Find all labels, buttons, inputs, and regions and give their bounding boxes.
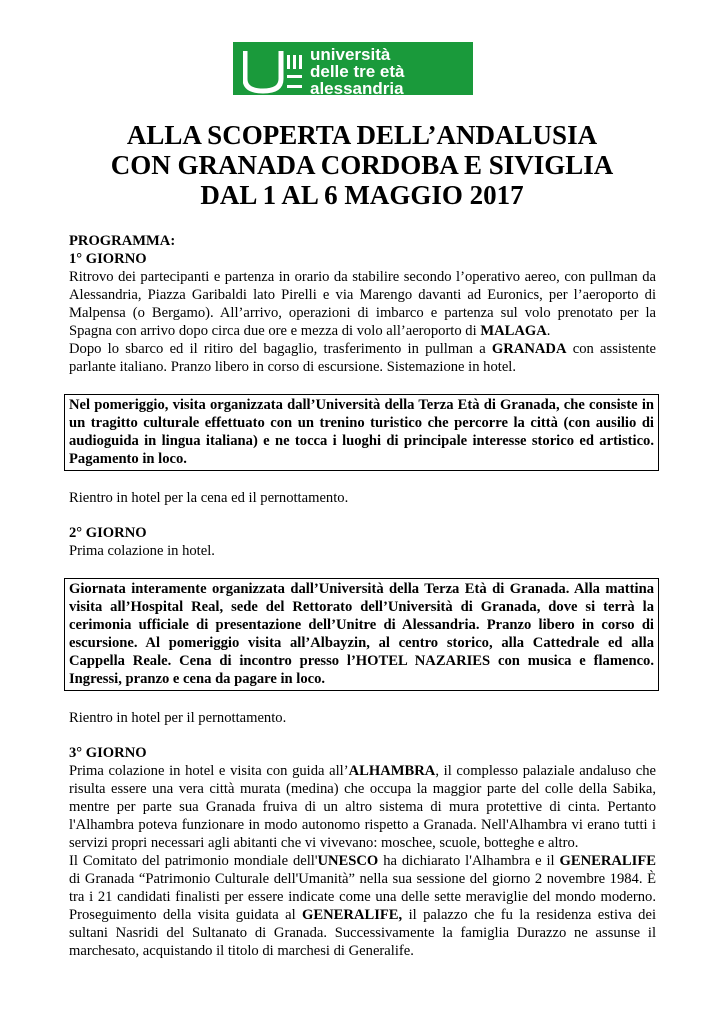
day2-closing: Rientro in hotel per il pernottamento. xyxy=(69,710,287,726)
title-line-1: ALLA SCOPERTA DELL’ANDALUSIA xyxy=(126,120,598,150)
logo-line-3: alessandria xyxy=(310,79,404,95)
page-title xyxy=(0,120,724,210)
day3-paragraph-2: Il Comitato del patrimonio mondiale dell'UNESCO ha dichiarato l'Alhambra e il GENERALIFE di Granada “Patrimonio Culturale dell'Umanità” nella sua sessione del giorno 2 novembre 1984. È tra i 21 candidati finalisti per essere indicate come una delle sette meraviglie del mondo moderno. Proseguimento della visita guidata al GENERALIFE, il palazzo che fu la residenza estiva dei sultani Nasridi del Sultanato di Granada. Successivamente la famiglia Durazzo ne assunse il marchesato, acquistando il titolo di marchesi di Generalife. xyxy=(69,853,657,959)
day1-highlight-box: Nel pomeriggio, visita organizzata dall’Università della Terza Età di Granada, che consiste in un tragitto culturale effettuato con un trenino turistico che percorre la città (con ausilio di audioguida in lingua italiana) e ne tocca i luoghi di principale interesse storico ed artistico. Pagamento in loco. xyxy=(64,394,659,471)
day2-highlight-box: Giornata interamente organizzata dall’Università della Terza Età di Granada. Alla mattina visita all’Hospital Real, sede del Rettorato dell’Università di Granada, dove si terrà la cerimonia ufficiale di presentazione dell’Unitre di Alessandria. Pranzo libero in corso di escursione. Al pomeriggio visita all’Albayzin, al centro storico, alla Cattedrale ed alla Cappella Reale. Cena di incontro presso l’HOTEL NAZARIES con musica e flamenco. Ingressi, pranzo e cena da pagare in loco. xyxy=(64,578,659,691)
day1-paragraph-2: Dopo lo sbarco ed il ritiro del bagaglio, trasferimento in pullman a GRANADA con assistente parlante italiano. Pranzo libero in corso di escursione. Sistemazione in hotel. xyxy=(69,341,656,375)
title-line-2: CON GRANADA CORDOBA E SIVIGLIA xyxy=(110,150,614,180)
day1-paragraph-1: Ritrovo dei partecipanti e partenza in orario da stabilire secondo l’operativo aereo, con pullman da Alessandria, Piazza Garibaldi lato Pirelli e via Marengo davanti ad Euronics, per l’aeroporto di Malpensa (o Bergamo). All’arrivo, operazioni di imbarco e partenza sul volo prenotato per la Spagna con arrivo dopo circa due ore e mezza di volo all’aeroporto di MALAGA. xyxy=(69,269,656,339)
day1-heading: 1° GIORNO xyxy=(69,251,147,267)
logo-line-1: università xyxy=(310,45,391,64)
day2-heading: 2° GIORNO xyxy=(69,525,147,541)
day3-heading: 3° GIORNO xyxy=(69,745,147,761)
day1-closing: Rientro in hotel per la cena ed il pernottamento. xyxy=(69,490,349,506)
unitre-logo-mark-icon xyxy=(243,51,305,95)
programma-label: PROGRAMMA: xyxy=(69,233,176,249)
unitre-logo xyxy=(233,42,473,95)
program-content xyxy=(69,232,656,960)
title-line-3: DAL 1 AL 6 MAGGIO 2017 xyxy=(200,180,524,210)
day2-paragraph-1: Prima colazione in hotel. xyxy=(69,543,215,559)
day3-paragraph-1: Prima colazione in hotel e visita con guida all’ALHAMBRA, il complesso palaziale andaluso che risulta essere una vera città murata (medina) che occupa la maggior parte del colle della Sabika, mentre per parte sua Granada fruiva di un altro sistema di mura protettive di cinta. Pertanto l'Alhambra poteva funzionare in modo autonomo rispetto a Granada. Nell'Alhambra vi erano tutti i servizi propri necessari agli abitanti che vi vivevano: moschee, scuole, botteghe e altro. xyxy=(69,763,656,851)
logo-line-2: delle tre età xyxy=(310,62,405,81)
